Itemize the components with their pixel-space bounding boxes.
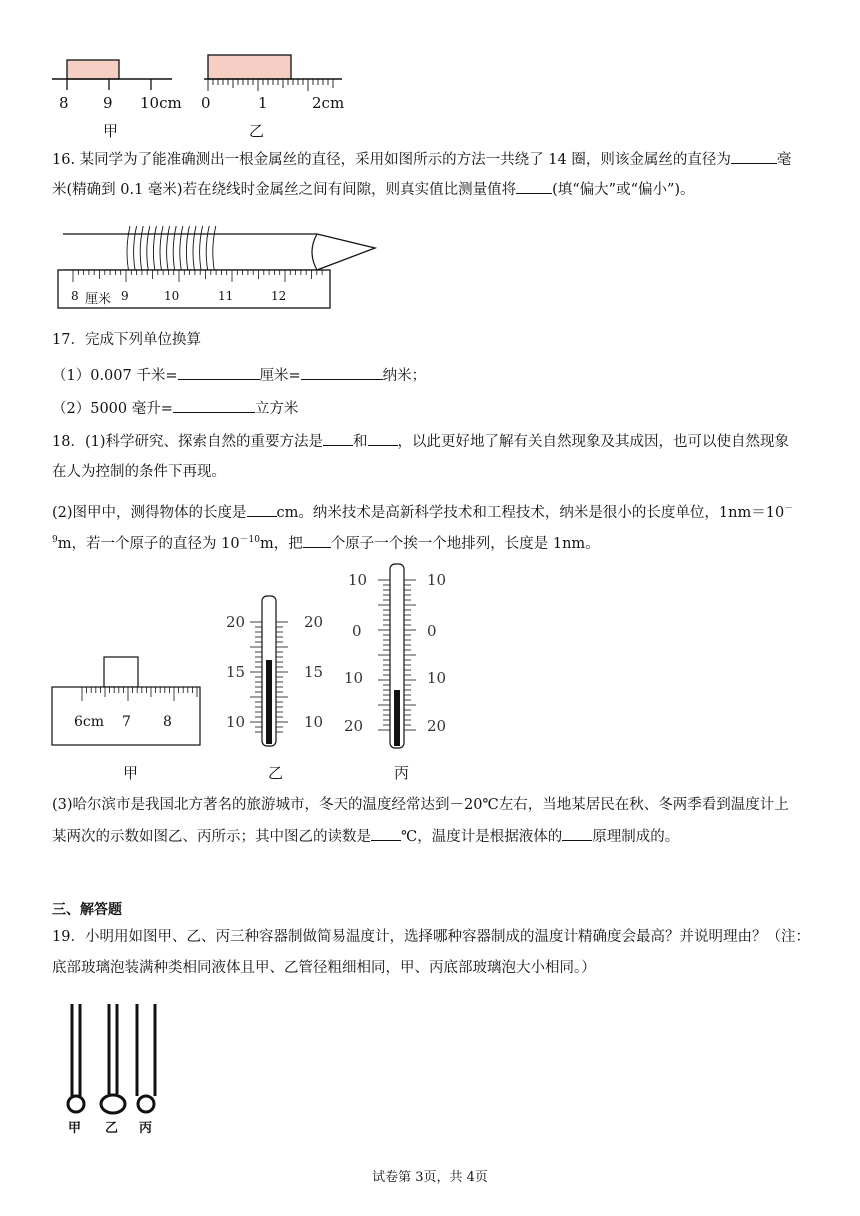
q17-blank-1[interactable] bbox=[178, 365, 260, 380]
bing-left-0: 0 bbox=[352, 622, 362, 640]
q19-line2: 底部玻璃泡装满种类相同液体且甲、乙管径粗细相同，甲、丙底部玻璃泡大小相同。） bbox=[52, 960, 596, 976]
yi-right-10: 10 bbox=[304, 713, 324, 731]
coil-ruler-12: 12 bbox=[271, 289, 287, 303]
q18-caption-jia: 甲 bbox=[123, 764, 139, 782]
q18-figure bbox=[50, 560, 470, 760]
q18-caption-bing: 丙 bbox=[394, 764, 410, 782]
jia-caption: 甲 bbox=[103, 122, 119, 140]
q16-blank-2[interactable] bbox=[516, 179, 552, 194]
q18-jia-tick-6cm: 6cm bbox=[74, 714, 105, 730]
bing-right-10: 10 bbox=[427, 669, 447, 687]
yi-tick-1: 1 bbox=[258, 94, 268, 112]
q18-caption-yi: 乙 bbox=[268, 764, 284, 782]
q17-blank-2[interactable] bbox=[301, 365, 383, 380]
q16-line2: 米(精确到 0.1 毫米)若在绕线时金属丝之间有间隙，则真实值比测量值将 (填“偏大”或“偏小”)。 bbox=[52, 179, 812, 200]
q17-item2: （2）5000 毫升= 立方米 bbox=[52, 398, 812, 419]
q18-blank-2[interactable] bbox=[368, 431, 398, 446]
q18-jia-object bbox=[104, 657, 138, 687]
q17-blank-3[interactable] bbox=[173, 398, 255, 413]
q19-caption-bing: 丙 bbox=[139, 1121, 153, 1136]
q18-blank-4[interactable] bbox=[303, 533, 331, 548]
jia-tick-9: 9 bbox=[103, 94, 113, 112]
yi-tick-0: 0 bbox=[201, 94, 211, 112]
yi-left-15: 15 bbox=[226, 663, 246, 681]
bing-right-0: 0 bbox=[427, 622, 437, 640]
bing-left-20: 20 bbox=[344, 717, 364, 735]
jia-object bbox=[67, 60, 119, 79]
section-title: 三、解答题 bbox=[52, 902, 122, 918]
coil-ruler-8: 8 bbox=[71, 289, 79, 303]
bing-left-10-top: 10 bbox=[348, 571, 368, 589]
q18-jia-tick-8: 8 bbox=[163, 714, 172, 730]
q18-line4: $^9$m，若一个原子的直径为 $10^{-10}m$，把 个原子一个挨一个地排列，长度是 1nm。 bbox=[52, 535, 600, 552]
jia-tick-10cm: 10cm bbox=[140, 94, 182, 112]
coil-ruler-11: 11 bbox=[218, 289, 234, 303]
yi-liquid-column bbox=[266, 660, 272, 744]
q16-line1: 16. 某同学为了能准确测出一根金属丝的直径，采用如图所示的方法一共绕了 14 圈，则该金属丝的直径为 毫 bbox=[52, 149, 812, 170]
bing-right-20: 20 bbox=[427, 717, 447, 735]
jia-tick-8: 8 bbox=[59, 94, 69, 112]
q18-line1: 18．(1)科学研究、探索自然的重要方法是 和 ，以此更好地了解有关自然现象及其成因，也可以使自然现象 bbox=[52, 431, 812, 452]
q19-caption-jia: 甲 bbox=[68, 1121, 82, 1136]
bing-left-10: 10 bbox=[344, 669, 364, 687]
bing-right-10-top: 10 bbox=[427, 571, 447, 589]
q18-line2: 在人为控制的条件下再现。 bbox=[52, 464, 226, 480]
bing-liquid-column bbox=[394, 690, 400, 746]
coil-ruler-9: 9 bbox=[121, 289, 129, 303]
q18-jia-tick-7: 7 bbox=[122, 714, 131, 730]
yi-right-15: 15 bbox=[304, 663, 324, 681]
yi-right-20: 20 bbox=[304, 613, 324, 631]
yi-object bbox=[208, 55, 291, 79]
yi-left-20: 20 bbox=[226, 613, 246, 631]
yi-tick-2cm: 2cm bbox=[312, 94, 345, 112]
q18-line3: (2)图甲中，测得物体的长度是 cm。纳米技术是高新科学技术和工程技术，纳米是很小的长度单位，1nm＝10－ bbox=[52, 504, 794, 521]
q19-line1: 19．小明用如图甲、乙、丙三种容器制做简易温度计，选择哪种容器制成的温度计精确度会最高？并说明理由？（注： bbox=[52, 929, 810, 945]
q17-item1: （1）0.007 千米= 厘米= 纳米； bbox=[52, 365, 812, 386]
q16-blank-1[interactable] bbox=[731, 149, 777, 164]
yi-caption: 乙 bbox=[249, 122, 265, 140]
q18-line6: 某两次的示数如图乙、丙所示；其中图乙的读数是 ℃，温度计是根据液体的 原理制成的。 bbox=[52, 826, 812, 847]
coil-ruler-unit: 厘米 bbox=[85, 292, 112, 307]
top-ruler-figure bbox=[50, 50, 350, 145]
yi-left-10: 10 bbox=[226, 713, 246, 731]
q19-caption-yi: 乙 bbox=[105, 1121, 119, 1136]
q18-line5: (3)哈尔滨市是我国北方著名的旅游城市，冬天的温度经常达到－20℃左右，当地某居民在秋、冬两季看到温度计上 bbox=[52, 797, 789, 813]
q18-blank-6[interactable] bbox=[562, 826, 592, 841]
q18-blank-3[interactable] bbox=[247, 502, 277, 517]
q18-blank-1[interactable] bbox=[323, 431, 353, 446]
coil-ruler-10: 10 bbox=[164, 289, 180, 303]
q17-title: 17．完成下列单位换算 bbox=[52, 332, 201, 348]
page-footer: 试卷第 3页，共 4页 bbox=[372, 1170, 488, 1185]
q18-blank-5[interactable] bbox=[371, 826, 401, 841]
